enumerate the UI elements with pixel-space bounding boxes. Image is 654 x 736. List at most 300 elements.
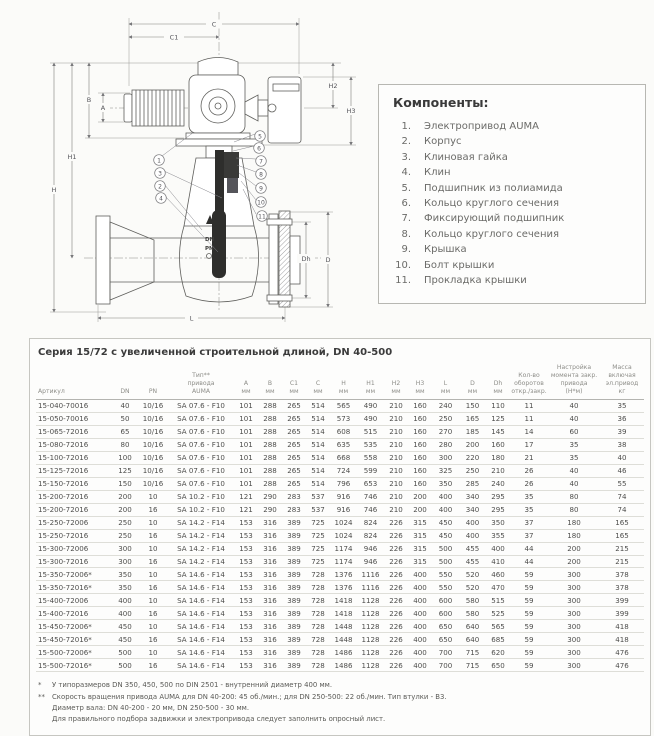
col-header-line: мм <box>391 387 401 395</box>
gearbox <box>189 75 245 133</box>
table-cell: 10 <box>148 492 158 502</box>
table-cell: 400 <box>465 531 480 541</box>
table-cell: 537 <box>311 505 325 515</box>
table-cell: 316 <box>263 570 277 580</box>
table-cell: 1376 <box>334 583 353 593</box>
table-cell: 15-250-72016 <box>38 531 89 541</box>
table-cell: 316 <box>263 518 277 528</box>
table-cell: 59 <box>524 609 534 619</box>
table-cell: 728 <box>311 583 325 593</box>
table-cell: 316 <box>263 596 277 606</box>
table-cell: 15-500-72006* <box>38 648 92 658</box>
table-cell: 10 <box>148 544 158 554</box>
callout-11 <box>257 211 268 222</box>
component-label: Кольцо круглого сечения <box>424 228 559 240</box>
table-cell: 400 <box>413 596 427 606</box>
body-mark-pn: PN <box>205 246 214 252</box>
table-cell: SA 14.6 - F14 <box>177 661 225 671</box>
svg-text:3: 3 <box>158 170 162 178</box>
table-cell: 220 <box>465 453 480 463</box>
table-cell: 316 <box>263 661 277 671</box>
body-mark-dn: DN <box>205 237 215 243</box>
table-row <box>36 491 644 504</box>
table-cell: 15-400-72016 <box>38 609 89 619</box>
col-header <box>459 380 486 396</box>
table-cell: 226 <box>389 583 403 593</box>
component-number: 3. <box>401 151 411 163</box>
table-cell: 620 <box>491 648 505 658</box>
table-cell: 389 <box>287 531 301 541</box>
table-cell: 15-300-72006 <box>38 544 89 554</box>
table-cell: 74 <box>617 492 627 502</box>
callout-4 <box>156 193 167 204</box>
table-cell: 10/16 <box>142 466 164 476</box>
svg-text:5: 5 <box>258 133 262 141</box>
table-cell: 389 <box>287 622 301 632</box>
table-cell: 400 <box>413 570 427 580</box>
list-item <box>391 242 633 257</box>
table-cell: 121 <box>239 492 253 502</box>
table-cell: 10 <box>148 648 158 658</box>
dim-label-a: A <box>100 104 106 112</box>
table-cell: 17 <box>524 440 534 450</box>
table-cell: 60 <box>569 427 579 437</box>
table-cell: 400 <box>438 492 453 502</box>
footnote <box>36 703 644 714</box>
footnote-marker <box>36 714 52 725</box>
table-cell: 11 <box>524 414 534 424</box>
table-row <box>36 543 644 556</box>
table-cell: 165 <box>615 518 629 528</box>
table-cell: 685 <box>491 635 505 645</box>
table-cell: SA 14.6 - F14 <box>177 648 225 658</box>
table-cell: 265 <box>287 427 301 437</box>
table-cell: SA 10.2 - F10 <box>177 505 225 515</box>
col-header <box>234 380 258 396</box>
list-item <box>391 196 633 211</box>
col-header-line: D <box>470 379 475 387</box>
table-cell: 315 <box>413 544 427 554</box>
table-cell: 35 <box>524 505 534 515</box>
footnote-text: У типоразмеров DN 350, 450, 500 по DIN 2501 - внутренний диаметр 400 мм. <box>52 681 333 690</box>
left-hub <box>110 222 154 300</box>
table-cell: 725 <box>311 544 325 554</box>
components-list <box>391 119 633 288</box>
table-cell: 600 <box>438 596 453 606</box>
table-cell: 300 <box>567 648 581 658</box>
table-cell: 125 <box>491 414 505 424</box>
table-row <box>36 646 644 659</box>
table-cell: 1174 <box>334 544 353 554</box>
table-cell: 1418 <box>334 596 353 606</box>
table-cell: 250 <box>438 414 453 424</box>
footnote-text: Для правильного подбора задвижки и электропривода следует заполнить опросный лист. <box>52 714 386 723</box>
table-row <box>36 581 644 594</box>
col-header-line: привода <box>187 379 215 387</box>
col-header-line: мм <box>313 387 323 395</box>
actuator-dome <box>198 58 238 76</box>
right-flange <box>269 214 278 304</box>
component-label: Крышка <box>424 244 467 256</box>
table-cell: 226 <box>389 596 403 606</box>
table-cell: 15-040-70016 <box>38 401 89 411</box>
col-header <box>510 372 548 396</box>
table-cell: 1448 <box>334 622 353 632</box>
table-cell: 121 <box>239 505 253 515</box>
stuffing-box <box>224 152 239 178</box>
table-cell: 389 <box>287 557 301 567</box>
table-cell: 250 <box>118 531 132 541</box>
table-cell: 153 <box>239 583 253 593</box>
table-cell: 490 <box>363 414 378 424</box>
table-cell: 340 <box>465 505 480 515</box>
table-cell: 101 <box>239 453 253 463</box>
table-cell: 153 <box>239 518 253 528</box>
table-cell: 145 <box>491 427 505 437</box>
table-cell: 101 <box>239 479 253 489</box>
table-cell: 650 <box>491 661 505 671</box>
table-cell: 514 <box>311 427 325 437</box>
table-cell: 316 <box>263 544 277 554</box>
table-cell: 210 <box>389 505 403 515</box>
table-cell: 640 <box>465 622 480 632</box>
dim-label-l: L <box>189 314 194 323</box>
table-cell: 101 <box>239 440 253 450</box>
col-header-line: мм <box>265 387 275 395</box>
col-header-line: L <box>443 379 448 387</box>
table-cell: SA 07.6 - F10 <box>177 440 225 450</box>
table-cell: 316 <box>263 557 277 567</box>
table-cell: 916 <box>336 492 351 502</box>
table-cell: 500 <box>438 557 453 567</box>
table-cell: 1024 <box>334 518 353 528</box>
table-row <box>36 633 644 646</box>
table-cell: 635 <box>336 440 351 450</box>
table-cell: 728 <box>311 596 325 606</box>
table-cell: 946 <box>363 544 378 554</box>
table-cell: 389 <box>287 570 301 580</box>
table-cell: 520 <box>465 583 480 593</box>
col-header-line: DN <box>120 387 130 395</box>
table-cell: 300 <box>567 596 581 606</box>
col-header-line: момента закр. <box>550 371 598 379</box>
table-cell: 110 <box>491 401 505 411</box>
callout-8 <box>256 169 267 180</box>
table-cell: 600 <box>438 609 453 619</box>
table-cell: 46 <box>617 466 627 476</box>
table-cell: 715 <box>465 648 480 658</box>
callout-9 <box>256 183 267 194</box>
table-cell: 300 <box>567 635 581 645</box>
table-cell: 400 <box>491 544 505 554</box>
col-header-line: включая <box>608 371 636 379</box>
table-cell: 265 <box>287 401 301 411</box>
table-cell: 400 <box>465 518 480 528</box>
table-cell: 288 <box>263 401 277 411</box>
table-cell: 15-450-72006* <box>38 622 92 632</box>
table-cell: 300 <box>567 570 581 580</box>
table-cell: 300 <box>567 609 581 619</box>
table-cell: 180 <box>567 531 581 541</box>
table-cell: 160 <box>413 401 427 411</box>
table-row <box>36 517 644 530</box>
table-cell: 573 <box>336 414 351 424</box>
table-cell: 35 <box>524 492 534 502</box>
col-header-line: мм <box>289 387 299 395</box>
valve-technical-drawing <box>26 0 380 334</box>
svg-text:8: 8 <box>259 171 263 179</box>
spec-table-panel <box>29 338 651 736</box>
table-cell: 200 <box>465 440 480 450</box>
table-cell: SA 14.2 - F14 <box>177 518 225 528</box>
callout-2 <box>155 181 166 192</box>
table-cell: 11 <box>524 401 534 411</box>
table-row <box>36 478 644 491</box>
component-label: Болт крышки <box>424 259 495 271</box>
table-cell: 288 <box>263 466 277 476</box>
col-header-line: привода <box>560 379 588 387</box>
table-cell: 160 <box>413 440 427 450</box>
table-cell: 946 <box>363 557 378 567</box>
table-cell: 1174 <box>334 557 353 567</box>
table-cell: 215 <box>615 544 629 554</box>
table-cell: 290 <box>263 505 277 515</box>
table-cell: SA 07.6 - F10 <box>177 401 225 411</box>
table-cell: 455 <box>465 557 480 567</box>
col-header-line: A <box>243 379 249 387</box>
table-cell: 15-250-72006 <box>38 518 89 528</box>
table-cell: 226 <box>389 661 403 671</box>
table-cell: 295 <box>491 492 505 502</box>
table-cell: 39 <box>617 427 627 437</box>
table-cell: 160 <box>413 414 427 424</box>
table-cell: 389 <box>287 596 301 606</box>
table-cell: 725 <box>311 531 325 541</box>
table-cell: 400 <box>413 622 427 632</box>
table-cell: 44 <box>524 557 534 567</box>
footnote-marker: ** <box>38 692 45 701</box>
table-cell: 728 <box>311 661 325 671</box>
component-number: 11. <box>395 274 411 286</box>
table-cell: 101 <box>239 401 253 411</box>
table-cell: 520 <box>465 570 480 580</box>
table-cell: 37 <box>524 531 534 541</box>
table-cell: 16 <box>148 557 158 567</box>
table-cell: 10 <box>148 570 158 580</box>
table-cell: 514 <box>311 414 325 424</box>
table-cell: 400 <box>438 505 453 515</box>
table-cell: 226 <box>389 544 403 554</box>
table-cell: 525 <box>491 609 505 619</box>
table-cell: 608 <box>336 427 351 437</box>
table-cell: 55 <box>617 479 627 489</box>
table-row <box>36 452 644 465</box>
table-cell: 15-125-72016 <box>38 466 89 476</box>
table-cell: 270 <box>438 427 453 437</box>
table-cell: 1128 <box>361 596 380 606</box>
table-cell: 15-500-72016* <box>38 661 92 671</box>
table-cell: 38 <box>617 440 627 450</box>
table-cell: 500 <box>118 661 132 671</box>
callout-3 <box>155 168 166 179</box>
table-cell: 200 <box>567 557 581 567</box>
table-cell: 26 <box>524 479 534 489</box>
svg-text:6: 6 <box>257 145 261 153</box>
col-header-line: Настройка <box>556 364 592 371</box>
table-row <box>36 439 644 452</box>
table-cell: 514 <box>311 479 325 489</box>
table-cell: 200 <box>118 505 132 515</box>
table-cell: 599 <box>363 466 378 476</box>
component-label: Клин <box>424 167 451 179</box>
col-header-line: кг <box>618 387 626 395</box>
table-cell: 10/16 <box>142 453 164 463</box>
table-cell: 316 <box>263 635 277 645</box>
table-cell: 490 <box>363 401 378 411</box>
svg-text:4: 4 <box>159 195 163 203</box>
table-cell: 410 <box>491 557 505 567</box>
handwheel-cone <box>245 95 258 121</box>
table-cell: 796 <box>336 479 351 489</box>
table-cell: 15-065-72016 <box>38 427 89 437</box>
table-cell: 153 <box>239 557 253 567</box>
footnote <box>36 714 644 725</box>
table-cell: 283 <box>287 492 301 502</box>
table-cell: SA 14.6 - F14 <box>177 596 225 606</box>
table-cell: 59 <box>524 622 534 632</box>
table-cell: 400 <box>413 635 427 645</box>
table-cell: 535 <box>363 440 378 450</box>
table-cell: 40 <box>617 453 627 463</box>
table-cell: 210 <box>389 466 403 476</box>
table-row <box>36 607 644 620</box>
table-cell: 226 <box>389 557 403 567</box>
table-cell: SA 07.6 - F10 <box>177 427 225 437</box>
table-cell: 476 <box>615 661 629 671</box>
table-cell: 153 <box>239 570 253 580</box>
table-cell: 1128 <box>361 648 380 658</box>
component-number: 2. <box>401 136 411 148</box>
left-flange <box>96 216 110 304</box>
list-item <box>391 165 633 180</box>
table-cell: 389 <box>287 518 301 528</box>
table-cell: 916 <box>336 505 351 515</box>
table-cell: SA 07.6 - F10 <box>177 453 225 463</box>
motor-end-cap <box>124 94 132 122</box>
table-cell: 389 <box>287 635 301 645</box>
table-cell: 300 <box>567 583 581 593</box>
table-cell: 153 <box>239 609 253 619</box>
table-cell: 389 <box>287 661 301 671</box>
dim-label-b: B <box>86 96 92 104</box>
table-cell: 200 <box>118 492 132 502</box>
table-cell: 378 <box>615 570 629 580</box>
component-label: Подшипник из полиамида <box>424 182 563 194</box>
table-cell: 715 <box>465 661 480 671</box>
col-header-line: оборотов <box>514 379 544 387</box>
table-cell: 455 <box>465 544 480 554</box>
table-cell: 15-200-72016 <box>38 492 89 502</box>
table-cell: 1448 <box>334 635 353 645</box>
svg-text:9: 9 <box>259 185 263 193</box>
svg-text:11: 11 <box>258 213 266 221</box>
table-cell: 290 <box>263 492 277 502</box>
table-cell: 500 <box>438 544 453 554</box>
component-number: 5. <box>401 182 411 194</box>
col-header <box>168 372 234 396</box>
table-cell: 288 <box>263 427 277 437</box>
table-cell: 10/16 <box>142 440 164 450</box>
table-cell: 15-080-72016 <box>38 440 89 450</box>
col-header-line: мм <box>415 387 425 395</box>
components-panel <box>378 84 646 304</box>
table-cell: 1024 <box>334 531 353 541</box>
table-cell: 640 <box>465 635 480 645</box>
table-cell: 226 <box>389 609 403 619</box>
table-cell: SA 14.6 - F14 <box>177 609 225 619</box>
table-cell: 450 <box>118 635 132 645</box>
component-number: 1. <box>401 121 411 132</box>
table-cell: 185 <box>465 427 480 437</box>
col-header-line: B <box>267 379 273 387</box>
table-cell: 80 <box>569 505 579 515</box>
table-cell: 15-350-72016* <box>38 583 92 593</box>
list-item <box>391 181 633 196</box>
table-cell: 300 <box>118 557 132 567</box>
table-cell: 300 <box>118 544 132 554</box>
table-cell: 40 <box>569 479 579 489</box>
table-title: Серия 15/72 с увеличенной строительной длиной, DN 40-500 <box>38 347 393 358</box>
table-cell: 200 <box>413 492 427 502</box>
table-cell: 16 <box>148 505 158 515</box>
table-cell: 1486 <box>334 648 353 658</box>
table-row <box>36 620 644 633</box>
table-cell: 16 <box>148 583 158 593</box>
table-cell: 59 <box>524 596 534 606</box>
list-item <box>391 119 633 134</box>
col-header-line: мм <box>467 387 478 395</box>
dim-label-h3: H3 <box>346 107 356 115</box>
table-cell: 725 <box>311 518 325 528</box>
table-cell: 746 <box>363 492 378 502</box>
table-row <box>36 556 644 569</box>
table-cell: 26 <box>524 466 534 476</box>
table-cell: 470 <box>491 583 505 593</box>
svg-text:2: 2 <box>158 183 162 191</box>
col-header <box>357 380 384 396</box>
table-cell: 514 <box>311 440 325 450</box>
table-cell: 210 <box>389 427 403 437</box>
table-row <box>36 594 644 607</box>
table-cell: 653 <box>363 479 378 489</box>
table-cell: 153 <box>239 531 253 541</box>
footnote-text: Диаметр вала: DN 40-200 - 20 мм, DN 250-500 - 30 мм. <box>52 703 250 712</box>
table-cell: 316 <box>263 609 277 619</box>
table-cell: 250 <box>465 466 480 476</box>
table-cell: SA 14.6 - F14 <box>177 583 225 593</box>
table-cell: 180 <box>491 453 505 463</box>
table-cell: 288 <box>263 479 277 489</box>
actuator <box>124 58 301 147</box>
component-number: 7. <box>401 213 411 225</box>
table-cell: 160 <box>413 479 427 489</box>
table-cell: 824 <box>363 531 378 541</box>
flange-bolt-bottom <box>267 295 292 301</box>
dim-label-d: D <box>325 256 331 264</box>
table-cell: 10/16 <box>142 401 164 411</box>
table-cell: 1128 <box>361 635 380 645</box>
table-cell: 515 <box>491 596 505 606</box>
